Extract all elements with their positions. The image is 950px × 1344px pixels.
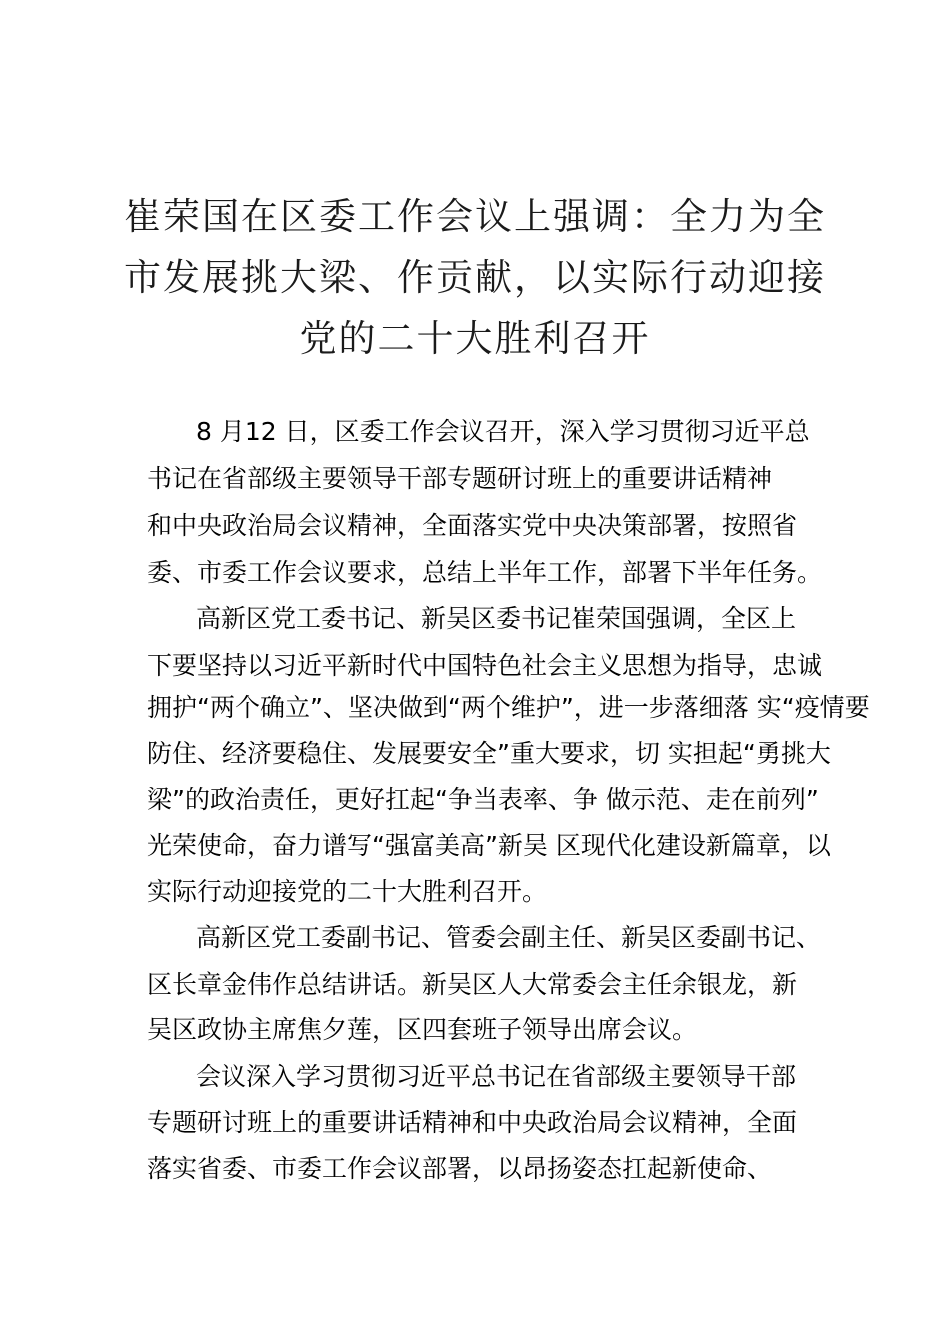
body-line: 8 月12 日，区委工作会议召开，深入学习贯彻习近平总 <box>196 417 810 446</box>
body-line: 区长章金伟作总结讲话。新吴区人大常委会主任余银龙，新 <box>147 970 798 999</box>
body-line: 下要坚持以习近平新时代中国特色社会主义思想为指导，忠诚 <box>147 651 823 680</box>
body-line: 高新区党工委书记、新吴区委书记崔荣国强调，全区上 <box>196 604 797 633</box>
body-line: 落实省委、市委工作会议部署，以昂扬姿态扛起新使命、 <box>147 1154 773 1183</box>
body-line: 书记在省部级主要领导干部专题研讨班上的重要讲话精神 <box>147 464 773 493</box>
title-line: 崔荣国在区委工作会议上强调：全力为全 <box>124 195 826 238</box>
document-title <box>120 186 830 369</box>
body-line: 专题研讨班上的重要讲话精神和中央政治局会议精神，全面 <box>147 1108 798 1137</box>
body-line: 防住、经济要稳住、发展要安全”重大要求，切 实担起“勇挑大 <box>147 739 831 768</box>
title-line: 市发展挑大梁、作贡献，以实际行动迎接 <box>124 256 826 299</box>
body-line: 委、市委工作会议要求，总结上半年工作，部署下半年任务。 <box>147 558 823 587</box>
body-line: 吴区政协主席焦夕莲，区四套班子领导出席会议。 <box>147 1015 698 1044</box>
body-line: 会议深入学习贯彻习近平总书记在省部级主要领导干部 <box>196 1062 797 1091</box>
body-line: 拥护“两个确立”、坚决做到“两个维护”，进一步落细落 实“疫情要 <box>147 693 870 722</box>
body-line: 和中央政治局会议精神，全面落实党中央决策部署，按照省 <box>147 511 798 540</box>
body-line: 梁”的政治责任，更好扛起“争当表率、争 做示范、走在前列” <box>147 785 819 814</box>
body-line: 光荣使命，奋力谱写“强富美高”新吴 区现代化建设新篇章，以 <box>147 831 831 860</box>
body-line: 实际行动迎接党的二十大胜利召开。 <box>147 877 548 906</box>
title-line: 党的二十大胜利召开 <box>299 317 651 360</box>
body-line: 高新区党工委副书记、管委会副主任、新吴区委副书记、 <box>196 923 822 952</box>
